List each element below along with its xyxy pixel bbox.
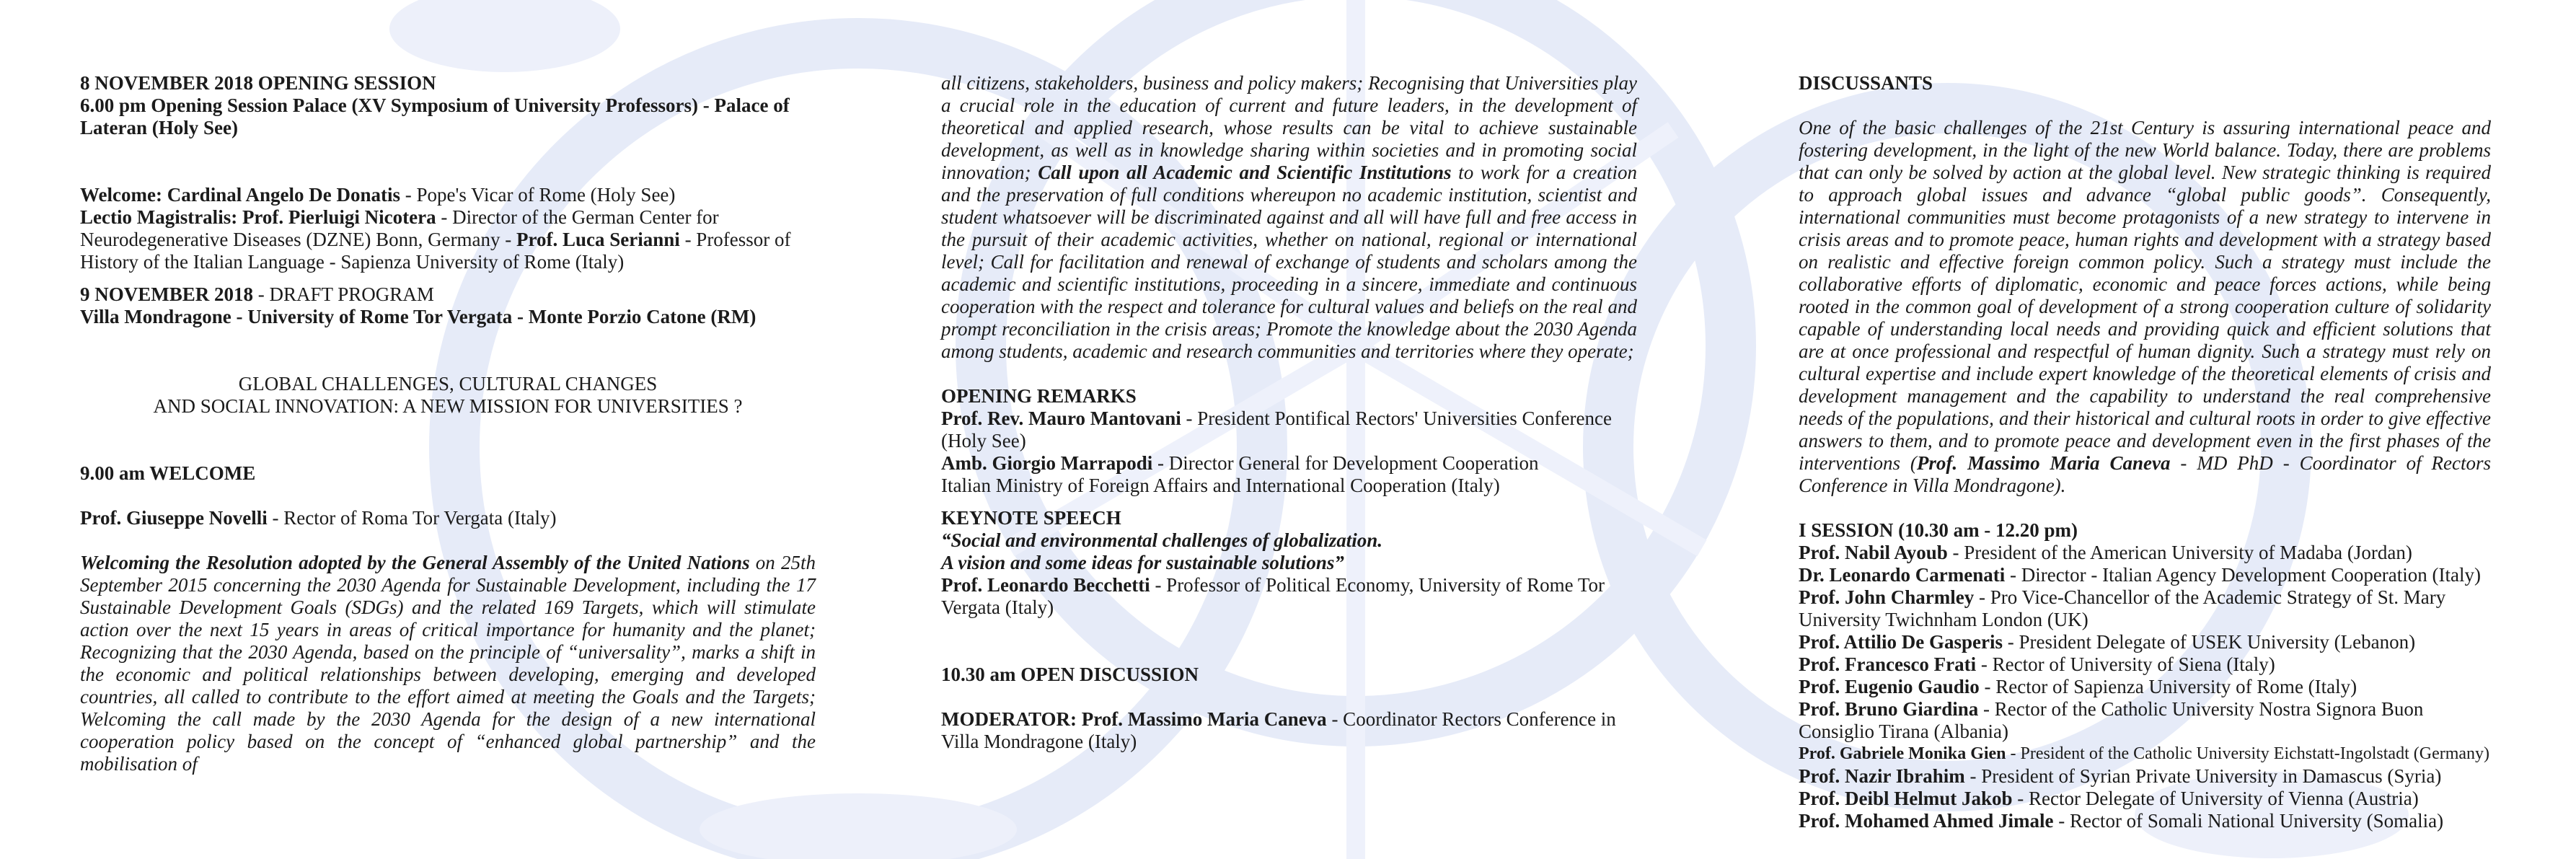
opening-session-time: 6.00 pm Opening Session Palace (XV Symposium of University Professors) - Palace of Lateran (Holy See)	[80, 94, 790, 138]
discussants-heading: DISCUSSANTS	[1799, 72, 1933, 94]
discussants-paragraph: One of the basic challenges of the 21st Century is assuring international peace and fostering development, in the light of the new World balance. Today, there are problems that can only be solved by action at the global level. New strategic thinking is required to approach global issues and advance “global public goods”. Consequently, international communities must become protagonists of a new strategy to intervene in crisis areas and to promote peace, human rights and development with a strategy based on realistic and effective foreign common policy. Such a strategy must include the collaborative efforts of diplomatic, economic and peace forces actions, while being rooted in the common goal of development of a strong cooperation culture of solidarity capable of understanding local needs and providing quick and efficient solutions that are at once professional and respectful of human dignity. Such a strategy must rely on cultural expertise and include expert knowledge of the theoretical elements of crisis and development management and the capability to understand the real comprehensive needs of the populations, and their historical and cultural roots in order to give effective answers to them, and to promote peace and development even in the first phases of the interventions (Prof. Massimo Maria Caneva - MD PhD - Coordinator of Rectors Conference in Villa Mondragone).	[1799, 117, 2492, 496]
column-right	[1799, 72, 2491, 832]
lectio-line: Lectio Magistralis: Prof. Pierluigi Nicotera - Director of the German Center for Neurodegenerative Diseases (DZNE) Bonn, Germany - Prof. Luca Serianni - Professor of History of the Italian Language - Sapienza University of Rome (Italy)	[80, 206, 791, 273]
speaker-item: Prof. Francesco Frati - Rector of University of Siena (Italy)	[1799, 653, 2275, 675]
resolution-paragraph: Welcoming the Resolution adopted by the General Assembly of the United Nations on 25th September 2015 concerning the 2030 Agenda for Sustainable Development, including the 17 Sustainable Development Goals (SDGs) and the related 169 Targets, which will stimulate action over the next 15 years in areas of critical importance for humanity and the planet; Recognizing that the 2030 Agenda, based on the principle of “universality”, marks a shift in the economic and political relationships between developing, emerging and developed countries, all called to contribute to the effort aimed at meeting the Goals and the Targets; Welcoming the call made by the 2030 Agenda for the design of a new international cooperation policy based on the concept of “enhanced global partnership” and the mobilisation of	[80, 552, 816, 775]
keynote-heading: KEYNOTE SPEECH	[941, 507, 1121, 529]
speaker-item: Dr. Leonardo Carmenati - Director - Italian Agency Development Cooperation (Italy)	[1799, 564, 2481, 586]
resolution-continued: all citizens, stakeholders, business and policy makers; Recognising that Universities play a crucial role in the education of current and future leaders, in the development of theoretical and applied research, whose results can be vital to achieve sustainable development, as well as in knowledge sharing within societies and in promoting social innovation; Call upon all Academic and Scientific Institutions to work for a creation and the preservation of full conditions whereupon no academic institution, scientist and student whatsoever will be discriminated against and all will have full and free access in the pursuit of their academic activities, whether on national, regional or international level; Call for facilitation and renewal of exchange of students and scholars among the academic and scientific institutions, proceeding in a sincere, immediate and continuous cooperation with the respect and tolerance for cultural values and beliefs on the real and prompt reconciliation in the crisis areas; Promote the knowledge about the 2030 Agenda among students, academic and research communities and territories where they operate;	[941, 72, 1637, 362]
marrapodi-line-2: Italian Ministry of Foreign Affairs and International Cooperation (Italy)	[941, 475, 1500, 496]
speaker-item: Prof. Deibl Helmut Jakob - Rector Delegate of University of Vienna (Austria)	[1799, 788, 2419, 809]
novelli-line: Prof. Giuseppe Novelli - Rector of Roma Tor Vergata (Italy)	[80, 507, 557, 529]
keynote-title-1: “Social and environmental challenges of globalization.	[941, 529, 1383, 551]
speaker-item: Prof. Eugenio Gaudio - Rector of Sapienza University of Rome (Italy)	[1799, 676, 2357, 697]
speaker-item: Prof. Nabil Ayoub - President of the American University of Madaba (Jordan)	[1799, 542, 2412, 563]
moderator-line: MODERATOR: Prof. Massimo Maria Caneva - Coordinator Rectors Conference in Villa Mondragone (Italy)	[941, 708, 1616, 752]
welcome-session-heading: 9.00 am WELCOME	[80, 462, 256, 484]
becchetti-line: Prof. Leonardo Becchetti - Professor of Political Economy, University of Rome Tor Vergata (Italy)	[941, 574, 1605, 618]
column-left	[80, 72, 816, 775]
speaker-item: Prof. Mohamed Ahmed Jimale - Rector of Somali National University (Somalia)	[1799, 810, 2444, 832]
speaker-item: Prof. Attilio De Gasperis - President Delegate of USEK University (Lebanon)	[1799, 631, 2416, 653]
conference-title-2: AND SOCIAL INNOVATION: A NEW MISSION FOR UNIVERSITIES ?	[153, 395, 743, 417]
session-one-heading: I SESSION (10.30 am - 12.20 pm)	[1799, 519, 2078, 541]
opening-remarks-heading: OPENING REMARKS	[941, 385, 1137, 407]
speaker-list	[1799, 542, 2491, 832]
keynote-title-2: A vision and some ideas for sustainable solutions”	[941, 552, 1344, 573]
opening-session-date: 8 NOVEMBER 2018 OPENING SESSION	[80, 72, 436, 94]
column-middle	[941, 72, 1637, 753]
speaker-item: Prof. Bruno Giardina - Rector of the Catholic University Nostra Signora Buon Consiglio Tirana (Albania)	[1799, 698, 2424, 742]
open-discussion-heading: 10.30 am OPEN DISCUSSION	[941, 664, 1199, 685]
venue-line: Villa Mondragone - University of Rome Tor Vergata - Monte Porzio Catone (RM)	[80, 306, 757, 327]
mantovani-line: Prof. Rev. Mauro Mantovani - President Pontifical Rectors' Universities Conference (Holy See)	[941, 408, 1612, 451]
speaker-item: Prof. John Charmley - Pro Vice-Chancellor of the Academic Strategy of St. Mary University Twichnham London (UK)	[1799, 586, 2446, 630]
speaker-item: Prof. Nazir Ibrahim - President of Syrian Private University in Damascus (Syria)	[1799, 765, 2442, 787]
speaker-item: Prof. Gabriele Monika Gien - President of the Catholic University Eichstatt-Ingolstadt (Germany)	[1799, 744, 2490, 763]
conference-title-1: GLOBAL CHALLENGES, CULTURAL CHANGES	[238, 373, 658, 395]
welcome-line: Welcome: Cardinal Angelo De Donatis - Pope's Vicar of Rome (Holy See)	[80, 184, 676, 206]
draft-program-line: 9 NOVEMBER 2018 - DRAFT PROGRAM	[80, 283, 434, 305]
marrapodi-line: Amb. Giorgio Marrapodi - Director General for Development Cooperation	[941, 452, 1539, 474]
